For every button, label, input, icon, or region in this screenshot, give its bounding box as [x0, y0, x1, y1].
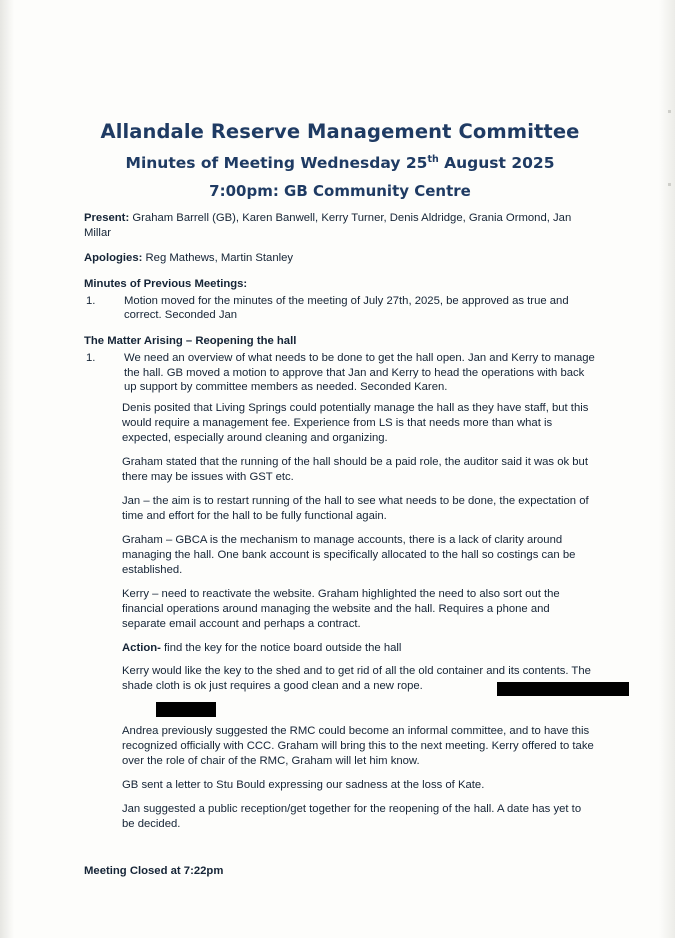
meeting-time-venue: 7:00pm: GB Community Centre — [209, 182, 471, 201]
previous-minutes-heading: Minutes of Previous Meetings: — [84, 277, 248, 290]
present-line — [84, 211, 596, 240]
paragraph-shed-shade-cloth: Kerry would like the key to the shed and to get rid of all the old container and its contents. The shade cloth is ok just requires a good clean and a new rope. — [122, 665, 591, 693]
matter-arising-item-number: 1. — [86, 351, 96, 364]
action-text: find the key for the notice board outside the hall — [160, 642, 402, 655]
redaction-row — [122, 702, 596, 717]
redaction-block-left — [156, 702, 216, 717]
matter-arising-item — [84, 351, 596, 395]
apologies-line — [84, 251, 596, 265]
action-label: Action- — [122, 642, 161, 655]
redaction-block-right — [497, 682, 629, 696]
subtitle-ordinal-suffix: th — [427, 154, 439, 165]
previous-minutes-item-text: Motion moved for the minutes of the meeting of July 27th, 2025, be approved as true and correct. Seconded Jan — [124, 294, 569, 322]
document-title: Allandale Reserve Management Committee — [100, 120, 580, 143]
document-body — [84, 120, 596, 877]
paragraph-andrea-rmc: Andrea previously suggested the RMC could become an informal committee, and to have this recognized officially with CCC. Graham will bring this to the next meeting. Kerry offered to take over the role of chair of the RMC, Graham will let him know. — [122, 725, 594, 768]
subtitle-prefix: Minutes of Meeting Wednesday 25 — [125, 154, 428, 173]
paragraph-graham-gbca: Graham – GBCA is the mechanism to manage accounts, there is a lack of clarity around managing the hall. One bank account is specifically allocated to the hall so costings can be established. — [122, 533, 576, 577]
previous-minutes-item — [84, 294, 596, 323]
paragraph-public-reception: Jan suggested a public reception/get together for the reopening of the hall. A date has yet to be decided. — [122, 803, 582, 831]
action-line — [122, 641, 596, 656]
matter-arising-heading: The Matter Arising – Reopening the hall — [84, 334, 297, 347]
paragraph-jan-restart: Jan – the aim is to restart running of the hall to see what needs to be done, the expectation of time and effort for the hall to be fully functional again. — [122, 494, 589, 522]
present-label: Present: — [84, 212, 130, 225]
paragraph-kerry-website: Kerry – need to reactivate the website. Graham highlighted the need to also sort out the financial operations around managing the website and the hall. Requires a phone and separate email account and perhaps a contract. — [122, 588, 560, 631]
matter-arising-item-text: We need an overview of what needs to be done to get the hall open. Jan and Kerry to manage the hall. GB moved a motion to approve that Jan and Kerry to head the operations with back up support by committee members as needed. Seconded Karen. — [124, 351, 595, 394]
paragraph-letter-stu-bould: GB sent a letter to Stu Bould expressing our sadness at the loss of Kate. — [122, 779, 485, 792]
document-subtitle — [84, 154, 596, 172]
apologies-label: Apologies: — [84, 252, 143, 265]
paragraph-denis: Denis posited that Living Springs could potentially manage the hall as they have staff, but this would require a management fee. Experience from LS is that needs more than what is expected, especially around cleaning and organizing. — [122, 401, 589, 444]
previous-minutes-item-number: 1. — [86, 294, 96, 307]
paragraph-graham-paid-role: Graham stated that the running of the hall should be a paid role, the auditor said it was ok but there may be issues with GST etc. — [122, 455, 588, 483]
meeting-closed-line: Meeting Closed at 7:22pm — [84, 865, 224, 878]
apologies-value: Reg Mathews, Martin Stanley — [142, 252, 294, 265]
present-value: Graham Barrell (GB), Karen Banwell, Kerry Turner, Denis Aldridge, Grania Ormond, Jan Millar — [84, 212, 572, 239]
subtitle-suffix: August 2025 — [438, 154, 555, 173]
